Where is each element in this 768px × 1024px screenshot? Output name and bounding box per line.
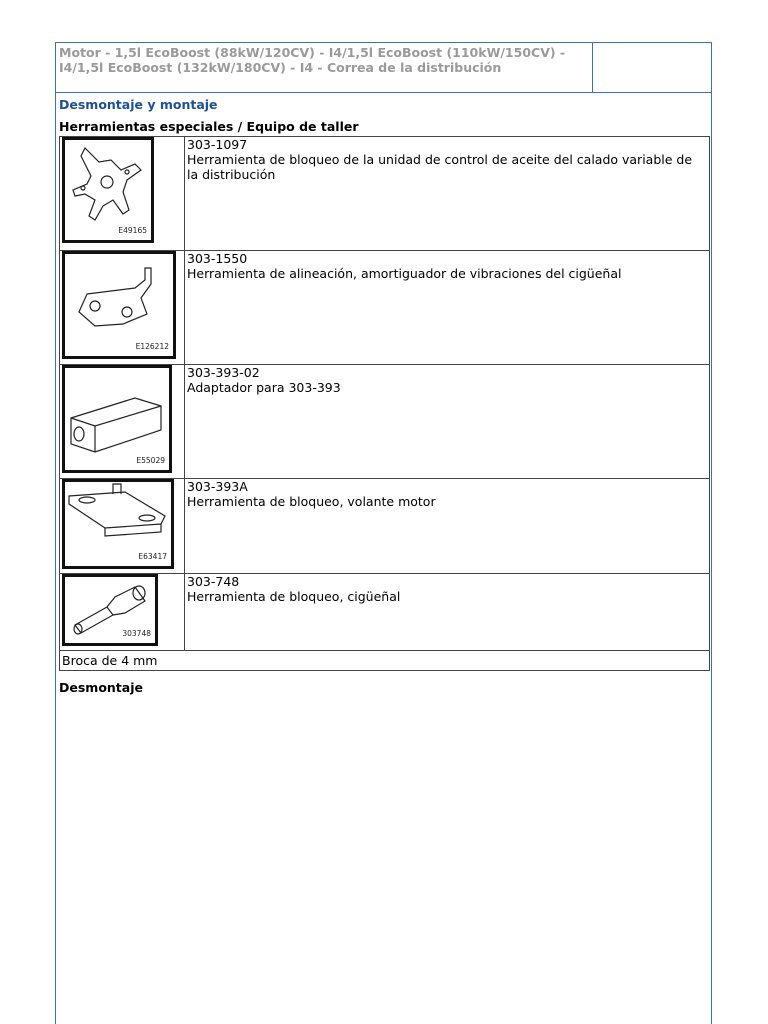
- tool-text-cell: [185, 574, 710, 651]
- tool-text-cell: [185, 479, 710, 574]
- table-row: [60, 365, 710, 479]
- crankshaft-locking-pin-icon: [62, 574, 158, 646]
- next-section-title: Desmontaje: [59, 680, 143, 695]
- tool-image-cell: [60, 574, 185, 651]
- tool-image-label: E49165: [118, 226, 147, 235]
- adapter-block-icon: [62, 365, 172, 473]
- tool-image-cell: [60, 251, 185, 365]
- tool-code: 303-393-02: [187, 365, 260, 380]
- tool-image-label: E63417: [138, 552, 167, 561]
- tool-code: 303-1550: [187, 251, 248, 266]
- table-row: [60, 251, 710, 365]
- tool-text-cell: [185, 365, 710, 479]
- tool-code: 303-748: [187, 574, 240, 589]
- cam-locking-tool-icon: [62, 137, 154, 243]
- section-title: Desmontaje y montaje: [59, 97, 218, 112]
- tool-description: Herramienta de alineación, amortiguador de vibraciones del cigüeñal: [187, 266, 622, 281]
- tool-text-cell: [185, 137, 710, 251]
- header-divider: [592, 43, 593, 92]
- tool-image-cell: [60, 137, 185, 251]
- tool-code: 303-1097: [187, 137, 248, 152]
- table-row: [60, 574, 710, 651]
- table-row: [60, 651, 710, 671]
- tool-description: Adaptador para 303-393: [187, 380, 341, 395]
- page-title: Motor - 1,5l EcoBoost (88kW/120CV) - I4/1,5l EcoBoost (110kW/150CV) - I4/1,5l EcoBoost (132kW/180CV) - I4 - Correa de la distribución: [59, 45, 566, 75]
- table-row: [60, 479, 710, 574]
- tool-image-label: E55029: [136, 456, 165, 465]
- header-row: [56, 43, 711, 93]
- tool-description: Herramienta de bloqueo, volante motor: [187, 494, 436, 509]
- alignment-tool-icon: [62, 251, 176, 359]
- tool-image-label: 303748: [122, 629, 151, 638]
- flywheel-locking-tool-icon: [62, 479, 174, 569]
- tool-image-cell: [60, 479, 185, 574]
- extra-item: Broca de 4 mm: [62, 653, 158, 668]
- tool-text-cell: [185, 251, 710, 365]
- tool-description: Herramienta de bloqueo, cigüeñal: [187, 589, 401, 604]
- tool-image-label: E126212: [135, 342, 169, 351]
- tool-description: Herramienta de bloqueo de la unidad de control de aceite del calado variable de la distribución: [187, 152, 693, 182]
- extra-item-cell: [60, 651, 710, 671]
- document-frame: [55, 42, 712, 1024]
- tool-code: 303-393A: [187, 479, 248, 494]
- tool-image-cell: [60, 365, 185, 479]
- table-row: [60, 137, 710, 251]
- tools-table: [59, 136, 710, 671]
- tools-heading: Herramientas especiales / Equipo de taller: [59, 119, 359, 134]
